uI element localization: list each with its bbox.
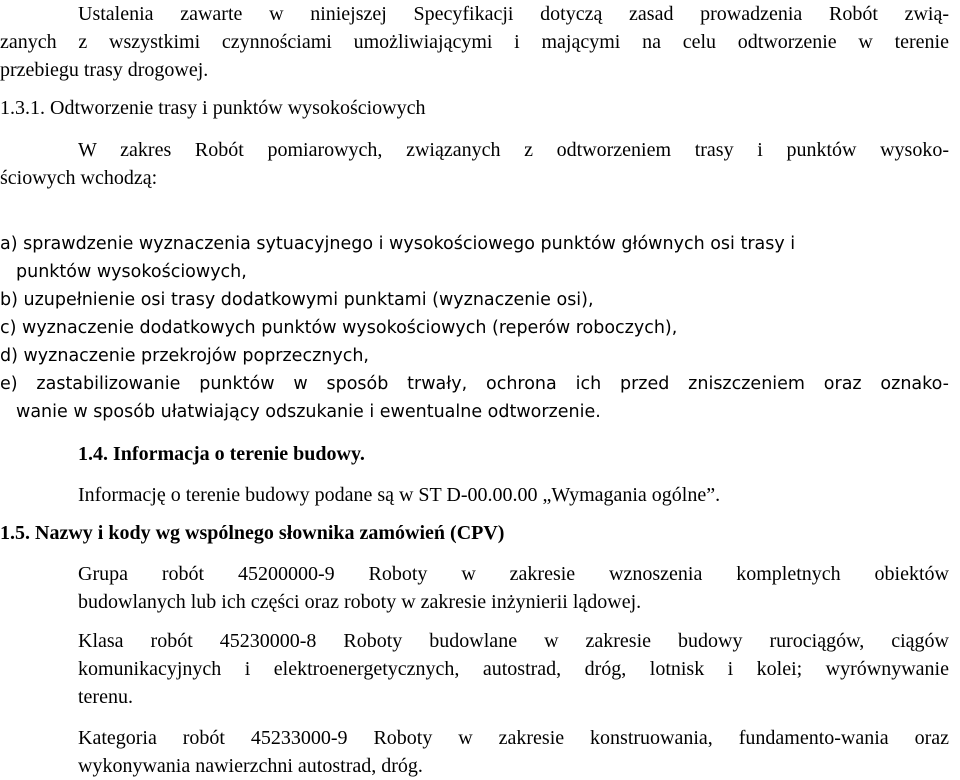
cpv-class-line-3: terenu. [78,686,133,708]
intro-paragraph [0,0,949,84]
cpv-class-line-1: Klasa robót 45230000-8 Roboty budowlane w zakresie budowy rurociągów, ciągów [78,630,949,652]
section-1-3-1-para-line-1: W zakres Robót pomiarowych, związanych z odtworzeniem trasy i punktów wysoko- [78,139,949,161]
cpv-group-line-2: budowlanych lub ich części oraz roboty w zakresie inżynierii lądowej. [78,591,642,613]
scope-list [0,230,949,426]
section-1-4-heading: 1.4. Informacja o terenie budowy. [78,443,365,465]
list-item-a-line-1: a) sprawdzenie wyznaczenia sytuacyjnego i wysokościowego punktów głównych osi trasy i [0,234,796,254]
intro-line-3: przebiegu trasy drogowej. [0,59,209,81]
list-item [0,370,949,426]
intro-line-2: zanych z wszystkimi czynnościami umożliwiającymi i mającymi na celu odtworzenie w terenie [0,31,949,53]
cpv-category-paragraph [78,724,949,780]
cpv-class-line-2: komunikacyjnych i elektroenergetycznych, autostrad, dróg, lotnisk i kolei; wyrównywanie [78,658,949,680]
list-item [0,230,949,286]
list-item [0,342,949,370]
list-item [0,286,949,314]
intro-line-1: Ustalenia zawarte w niniejszej Specyfikacji dotyczą zasad prowadzenia Robót zwią- [78,3,949,25]
section-1-3-1-paragraph [0,136,949,192]
cpv-category-line-2: wykonywania nawierzchni autostrad, dróg. [78,755,423,777]
list-item [0,314,949,342]
section-1-5-heading: 1.5. Nazwy i kody wg wspólnego słownika zamówień (CPV) [0,522,505,544]
cpv-group-paragraph [78,560,949,616]
list-item-d-line-1: d) wyznaczenie przekrojów poprzecznych, [0,346,369,366]
section-1-3-1-heading: 1.3.1. Odtworzenie trasy i punktów wysokościowych [0,97,426,119]
cpv-group-line-1: Grupa robót 45200000-9 Roboty w zakresie wznoszenia kompletnych obiektów [78,563,949,585]
section-1-4-text: Informację o terenie budowy podane są w ST D-00.00.00 „Wymagania ogólne”. [78,484,721,506]
list-item-b-line-1: b) uzupełnienie osi trasy dodatkowymi punktami (wyznaczenie osi), [0,290,594,310]
list-item-a-line-2: punktów wysokościowych, [16,262,247,282]
list-item-e-line-1: e) zastabilizowanie punktów w sposób trwały, ochrona ich przed zniszczeniem oraz oznako- [0,374,949,394]
list-item-e-line-2: wanie w sposób ułatwiający odszukanie i ewentualne odtworzenie. [16,402,601,422]
list-item-c-line-1: c) wyznaczenie dodatkowych punktów wysokościowych (reperów roboczych), [0,318,678,338]
section-1-3-1-para-line-2: ściowych wchodzą: [0,167,158,189]
cpv-class-paragraph [78,627,949,711]
cpv-category-line-1: Kategoria robót 45233000-9 Roboty w zakresie konstruowania, fundamento-wania oraz [78,727,949,749]
